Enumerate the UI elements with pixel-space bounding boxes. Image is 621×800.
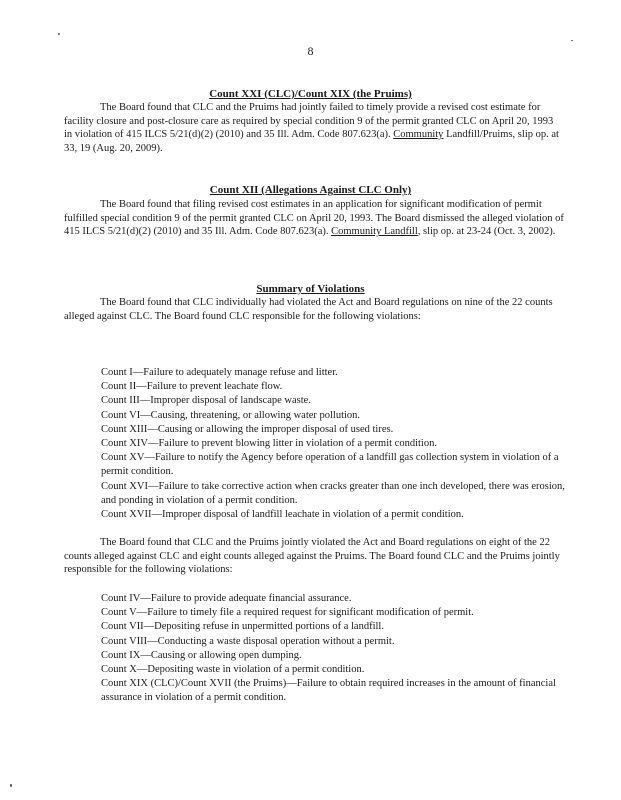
case-citation-community: Community — [393, 129, 444, 141]
joint-violations-list — [101, 592, 571, 706]
list-item: Count XIV—Failure to prevent blowing litter in violation of a permit condition. — [101, 438, 437, 450]
list-item: Count XVI—Failure to take corrective action when cracks greater than one inch developed, there was erosion, and ponding in violation of a permit condition. — [101, 480, 565, 506]
list-item: Count V—Failure to timely file a required request for significant modification of permit. — [101, 607, 474, 619]
list-item: Count X—Depositing waste in violation of a permit condition. — [101, 664, 365, 676]
list-item: Count I—Failure to adequately manage refuse and litter. — [101, 367, 338, 378]
list-item: Count VIII—Conducting a waste disposal operation without a permit. — [101, 635, 395, 647]
list-item: Count XIX (CLC)/Count XVII (the Pruims)—Failure to obtain required increases in the amount of financial assurance in violation of a permit condition. — [101, 678, 556, 704]
clc-violations-list — [101, 366, 571, 522]
list-item: Count XVII—Improper disposal of landfill leachate in violation of a permit condition. — [101, 509, 464, 521]
paragraph-summary-intro — [64, 296, 564, 323]
list-item: Count IV—Failure to provide adequate financial assurance. — [101, 593, 352, 604]
list-item: Count III—Improper disposal of landscape waste. — [101, 395, 311, 407]
case-citation-community-landfill: Community Landfill — [331, 226, 418, 238]
paragraph-count-xxi-text-b: Landfill/Pruims, slip op. at 33, 19 (Aug. 20, 2009). — [64, 129, 559, 154]
list-item: Count XV—Failure to notify the Agency before operation of a landfill gas collection system in violation of a permit condition. — [101, 452, 559, 478]
paragraph-count-xii-text-a: The Board found that filing revised cost estimates in an application for significant modification of permit fulfilled special condition 9 of the permit granted CLC on April 20, 1993. The Board dismissed the alleged violation of 415 ILCS 5/21(d)(2) (2010) and 35 Ill. Adm. Code 807.623(a). — [64, 199, 564, 238]
paragraph-count-xxi-text-a: The Board found that CLC and the Pruims had jointly failed to timely provide a revised cost estimate for facility closure and post-closure care as required by special condition 9 of the permit granted CLC on April 20, 1993 in violation of 415 ILCS 5/21(d)(2) (2010) and 35 Ill. Adm. Code 807.623(a). — [64, 102, 554, 141]
joint-intro-text: The Board found that CLC and the Pruims jointly violated the Act and Board regulations on eight of the 22 counts alleged against CLC and eight counts alleged against the Pruims. The Board found CLC and the Pruims jointly responsible for the following violations: — [64, 537, 560, 576]
summary-intro-text: The Board found that CLC individually had violated the Act and Board regulations on nine of the 22 counts alleged against CLC. The Board found CLC responsible for the following violations: — [64, 297, 553, 322]
list-item: Count II—Failure to prevent leachate flow. — [101, 381, 283, 393]
list-item: Count IX—Causing or allowing open dumping. — [101, 649, 302, 661]
list-item: Count VII—Depositing refuse in unpermitted portions of a landfill. — [101, 621, 384, 633]
scan-speck — [10, 784, 12, 787]
list-item: Count XIII—Causing or allowing the improper disposal of used tires. — [101, 423, 394, 435]
heading-count-xii: Count XII (Allegations Against CLC Only) — [209, 184, 412, 196]
paragraph-count-xxi — [64, 101, 564, 155]
paragraph-count-xii-text-b: , slip op. at 23-24 (Oct. 3, 2002). — [417, 226, 556, 238]
paragraph-joint-intro — [64, 536, 564, 577]
scan-speck — [58, 33, 60, 35]
scan-speck — [571, 40, 573, 41]
heading-summary-of-violations: Summary of Violations — [256, 283, 365, 295]
paragraph-count-xii — [64, 198, 564, 239]
list-item: Count VI—Causing, threatening, or allowing water pollution. — [101, 409, 361, 421]
page-number: 8 — [307, 44, 314, 58]
heading-count-xxi: Count XXI (CLC)/Count XIX (the Pruims) — [209, 88, 412, 100]
